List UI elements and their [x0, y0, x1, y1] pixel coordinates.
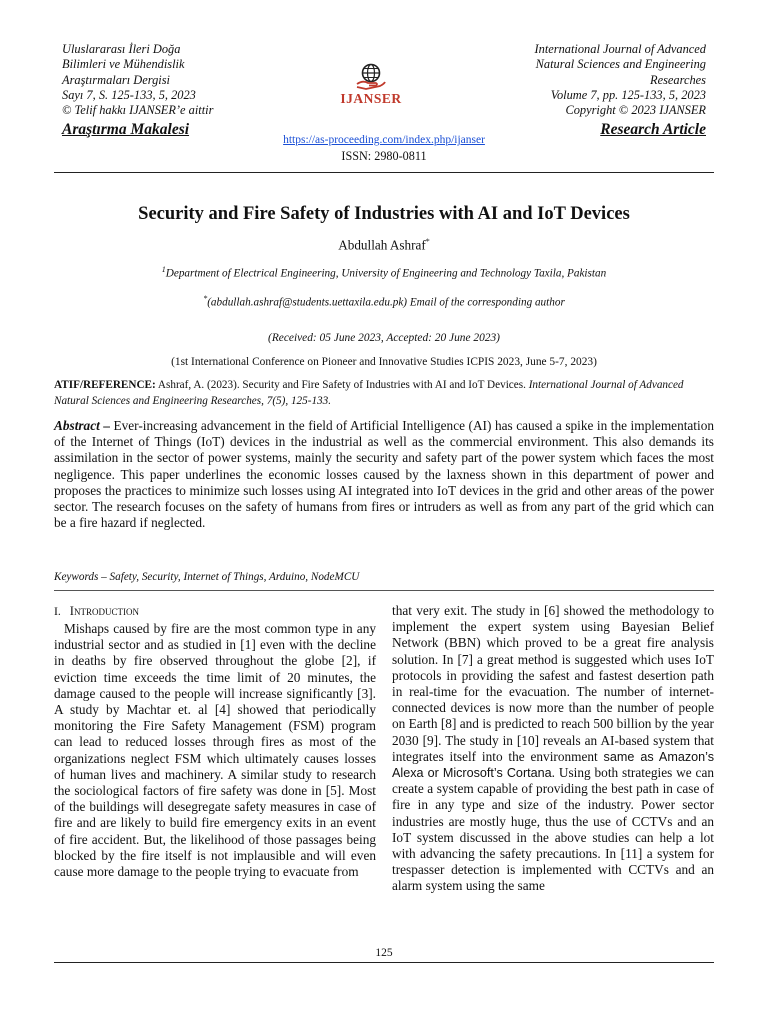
conference-note: (1st International Conference on Pioneer and Innovative Studies ICPIS 2023, June 5-7, 2023) — [171, 356, 597, 368]
paragraph-text: . Using both strategies we can create a system capable of providing the best path in case of fire in any type and size of the industry. Power sector industries are mostly huge, thus the use of CCTVs and an IoT system discussed in the above studies can help a lot with advancing the safety precautions. In [11] a system for trespasser detection is implemented with CCTVs and an alarm system using the same — [392, 765, 715, 894]
paragraph-text-sans: same as Amazon’s Alexa or Microsoft’s Cortana — [392, 749, 714, 781]
globe-hand-icon — [354, 62, 388, 92]
citation-reference — [54, 378, 714, 409]
received-dates: (Received: 05 June 2023, Accepted: 20 June 2023) — [268, 332, 500, 344]
journal-logo — [330, 62, 412, 112]
paper-title: Security and Fire Safety of Industries with AI and IoT Devices — [138, 204, 630, 224]
corresponding-email — [0, 294, 768, 309]
email-mark: * — [203, 294, 208, 303]
section-number: I. — [54, 604, 61, 618]
journal-header-turkish — [62, 42, 312, 118]
footer-divider — [54, 962, 714, 963]
header-left-line: Araştırmaları Dergisi — [62, 72, 170, 87]
keywords: Keywords – Safety, Security, Internet of Things, Arduino, NodeMCU — [54, 571, 360, 583]
keywords-divider — [54, 590, 714, 591]
body-paragraph: Mishaps caused by fire are the most common type in any industrial sector and as studied in [1] even with the decline in deaths by fire observed throughout the globe [2], if eviction time exceeds the time limit of 20 minutes, the damage caused to the people will increase significantly [3]. A study by Machtar et. al [4] showed that periodically monitoring the Fire Safety Management (FSM) program can lead to reduced losses through fires as most of the organizations neglect FSM which ultimately causes losses of human lives and machinery. A similar study to research the sociological factors of fire safety was done in [5]. Most of the buildings will desegregate safety measures in case of fire and are likely to build fire emergency exits in an event of fire accident. But, the likelihood of those passages being blocked by the fire itself is not implausible and will even cause more damage to the people trying to evacuate from — [54, 621, 376, 880]
logo-text: IJANSER — [340, 91, 402, 106]
author-mark: * — [425, 237, 430, 246]
header-right-line: International Journal of Advanced — [534, 42, 706, 56]
section-title: Introduction — [69, 604, 139, 618]
header-divider — [54, 172, 714, 173]
reference-label: ATIF/REFERENCE: — [54, 379, 156, 391]
page-number: 125 — [375, 947, 393, 959]
body-column-right — [392, 603, 714, 895]
body-paragraph — [392, 603, 714, 895]
affiliation-mark: 1 — [161, 265, 166, 274]
abstract-text: Ever-increasing advancement in the field of Artificial Intelligence (AI) has caused a spike in the implementation of the Internet of Things (IoT) devices in the industrial as well as the commercial environment. This also demands its assimilation in the sector of power systems, mainly the security and safety part of the power system which faces the most negligence. This paper underlines the economic losses caused by the laxness shown in this department of power and proposes the practices to minimize such losses using AI integrated into IoT devices in the grid and other areas of the power sector. The research focuses on the safety of humans from fires or intruders as well as from any part of the grid which can be a fire hazard if neglected. — [54, 418, 714, 531]
abstract — [54, 418, 714, 531]
email-text: (abdullah.ashraf@students.uettaxila.edu.pk) Email of the corresponding author — [207, 296, 565, 309]
reference-journal: International Journal of Advanced Natural Sciences and Engineering Researches, 7(5), 125-133. — [54, 379, 684, 407]
journal-header-english — [456, 42, 706, 118]
article-type-english: Research Article — [600, 121, 706, 138]
header-right-line: Researches — [650, 72, 706, 87]
journal-url-link[interactable]: https://as-proceeding.com/index.php/ijanser — [283, 134, 485, 146]
issn: ISSN: 2980-0811 — [341, 149, 427, 163]
reference-text: Ashraf, A. (2023). Security and Fire Safety of Industries with AI and IoT Devices. — [155, 379, 529, 391]
affiliation-text: Department of Electrical Engineering, University of Engineering and Technology Taxila, Pakistan — [165, 267, 607, 280]
header-right-line: Volume 7, pp. 125-133, 5, 2023 — [550, 87, 706, 102]
header-right-line: Copyright © 2023 IJANSER — [565, 103, 706, 118]
abstract-label: Abstract – — [54, 418, 110, 433]
header-left-line: © Telif hakkı IJANSER’e aittir — [62, 103, 214, 118]
affiliation — [0, 265, 768, 280]
body-column-left — [54, 603, 376, 880]
paragraph-text: that very exit. The study in [6] showed the methodology to implement the expert system using Bayesian Belief Network (BBN) which proved to be a great fire analysis solution. In [7] a great method is suggested which uses IoT protocols in providing the safest and fastest desertion path in real-time for the evacuation. The number of internet-connected devices is now more than the number of people on Earth [8] and is predicted to reach 500 billion by the year 2030 [9]. The study in [10] reveals an AI-based system that integrates itself into the environment — [392, 603, 714, 764]
header-left-line: Bilimleri ve Mühendislik — [62, 57, 185, 72]
section-heading — [54, 603, 376, 619]
header-right-line: Natural Sciences and Engineering — [535, 57, 706, 72]
article-type-turkish: Araştırma Makalesi — [62, 121, 190, 138]
header-left-line: Uluslararası İleri Doğa — [62, 42, 181, 56]
header-left-line: Sayı 7, S. 125-133, 5, 2023 — [62, 87, 196, 102]
author-name: Abdullah Ashraf — [338, 237, 426, 253]
author-line — [0, 237, 768, 253]
